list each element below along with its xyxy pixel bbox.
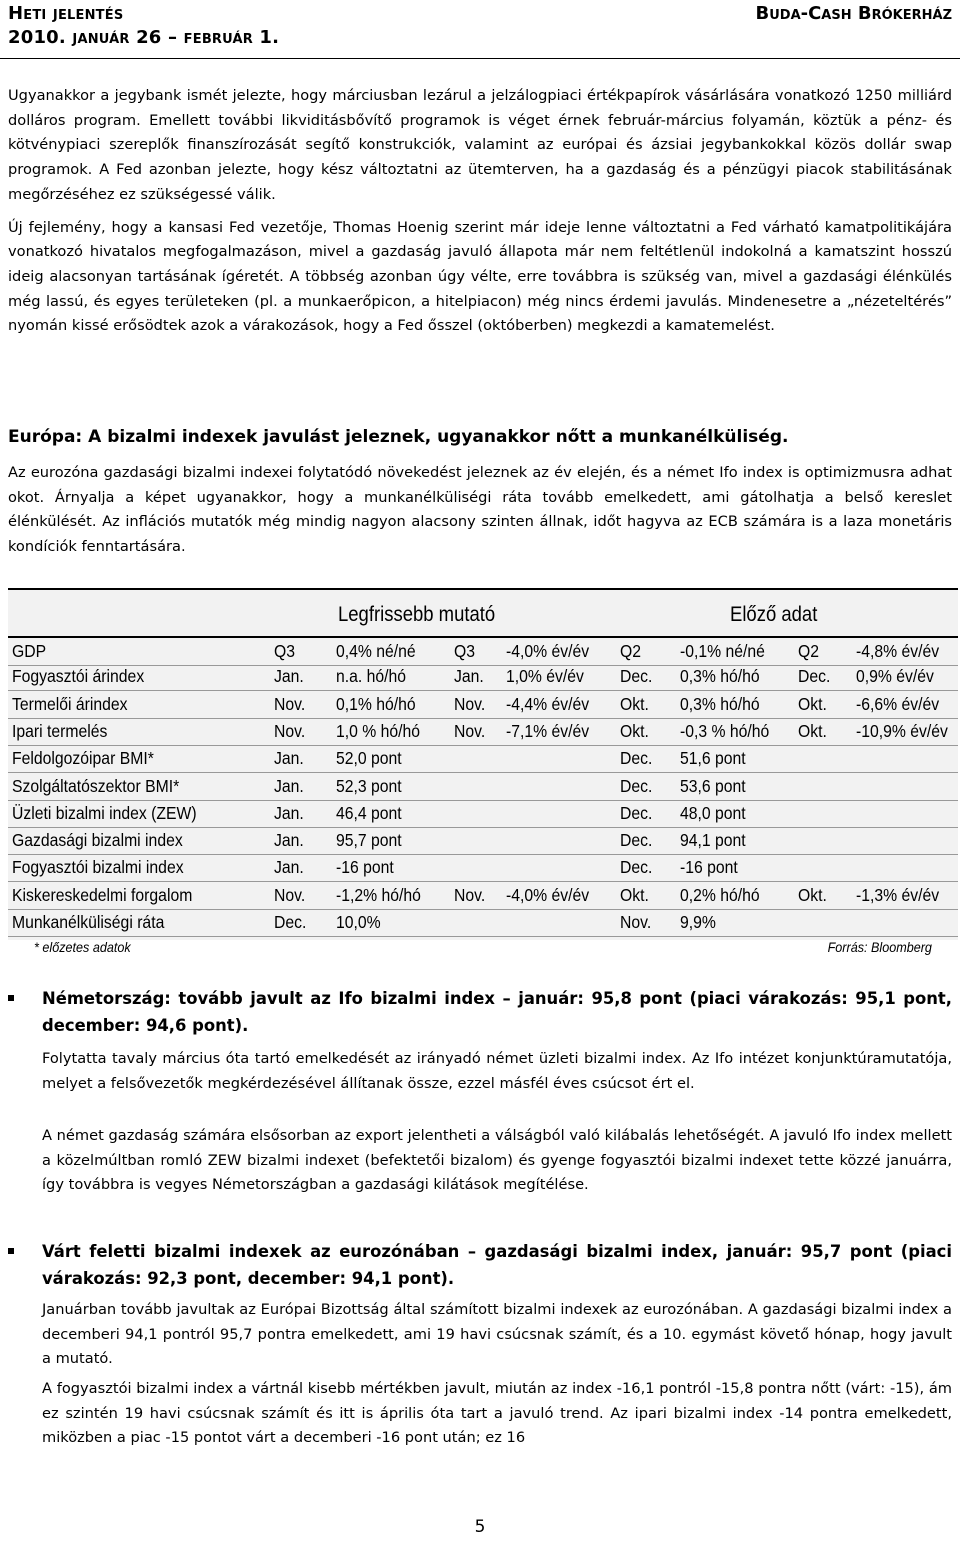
table-cell: Okt.	[798, 720, 827, 741]
indicator-label: Szolgáltatószektor BMI*	[12, 775, 180, 796]
table-cell: Jan.	[274, 748, 304, 769]
table-cell: Dec.	[620, 775, 653, 796]
table-row	[8, 800, 958, 828]
indicator-label: Fogyasztói árindex	[12, 666, 145, 687]
bullet-heading: Várt feletti bizalmi indexek az eurozónában – gazdasági bizalmi index, január: 95,7 pont (piaci várakozás: 92,3 pont, december: 94,1 pont).	[42, 1242, 952, 1288]
table-cell: Jan.	[274, 802, 304, 823]
table-notes	[8, 937, 952, 957]
table-cell: 0,2% hó/hó	[680, 884, 760, 905]
table-row	[8, 718, 958, 746]
paragraph-text: A fogyasztói bizalmi index a vártnál kisebb mértékben javult, miután az index -16,1 pontról -15,8 pontra nőtt (várt: -15), ám ez szintén 19 havi csúcsnak számít és itt is április óta tart a javuló trend. Az ipari bizalmi index -14 pontra emelkedett, miközben a piac -15 pontot várt a decemberi -16 pont után; ez 16	[42, 1380, 952, 1447]
table-cell: 0,3% hó/hó	[680, 666, 760, 687]
table-cell: Jan.	[274, 775, 304, 796]
report-date-range: 2010. január 26 – február 1.	[8, 27, 280, 48]
table-cell: Q2	[798, 641, 820, 661]
table-cell: 46,4 pont	[336, 802, 402, 823]
table-cell: Dec.	[620, 748, 653, 769]
table-cell: Jan.	[274, 857, 304, 878]
table-cell: Okt.	[620, 693, 649, 714]
section-heading: Európa: A bizalmi indexek javulást jeleznek, ugyanakkor nőtt a munkanélküliség.	[8, 427, 789, 447]
table-cell: Okt.	[798, 884, 827, 905]
table-cell: Q3	[274, 641, 296, 661]
table-row	[8, 663, 958, 691]
table-cell: 52,0 pont	[336, 748, 402, 769]
indicator-label: Gazdasági bizalmi index	[12, 830, 183, 851]
indicator-label: Fogyasztói bizalmi index	[12, 857, 184, 878]
table-cell: Nov.	[454, 720, 486, 741]
table-row	[8, 882, 958, 910]
bullet-marker	[8, 1248, 14, 1254]
table-cell: 1,0 % hó/hó	[336, 720, 421, 741]
table-cell: Nov.	[274, 884, 306, 905]
footnote: * előzetes adatok	[34, 939, 131, 955]
table-row	[8, 827, 958, 855]
table-cell: -4,0% év/év	[506, 884, 590, 905]
table-row	[8, 691, 958, 719]
table-cell: -4,4% év/év	[506, 693, 590, 714]
indicator-label: Feldolgozóipar BMI*	[12, 748, 154, 769]
table-cell: -0,3 % hó/hó	[680, 720, 770, 741]
table-cell: Q3	[454, 641, 476, 661]
paragraph	[42, 1124, 952, 1198]
table-cell: Dec.	[620, 857, 653, 878]
table-cell: Nov.	[454, 693, 486, 714]
paragraph	[42, 1377, 952, 1451]
paragraph-text: A német gazdaság számára elsősorban az export jelentheti a válságból való kilábalás lehetőségét. A javuló Ifo index mellett a közelmúltban romló ZEW bizalmi indexet (befektetői bizalom) és gyenge fogyasztói bizalmi indexet tette közzé januárra, így továbbra is vegyes Németországban a gazdasági kilátások megítélése.	[42, 1127, 952, 1194]
table-cell: -0,1% né/né	[680, 641, 765, 661]
table-cell: -16 pont	[680, 857, 738, 878]
bullet-marker	[8, 995, 14, 1001]
paragraph-text: Januárban tovább javultak az Európai Bizottság által számított bizalmi indexek az eurozónában. A gazdasági bizalmi index a decemberi 94,1 pontról 95,7 pontra emelkedett, ami 19 havi csúcsnak számít, és a 10. egymást követő hónap, hogy javult a mutató.	[42, 1301, 952, 1368]
table-cell: Nov.	[274, 693, 306, 714]
indicator-label: Munkanélküliségi ráta	[12, 912, 165, 932]
table-cell: 53,6 pont	[680, 775, 746, 796]
indicator-label: Termelői árindex	[12, 693, 128, 714]
table-cell: Jan.	[274, 830, 304, 851]
table-cell: -6,6% év/év	[856, 693, 940, 714]
table-cell: 10,0%	[336, 912, 381, 932]
table-cell: -7,1% év/év	[506, 720, 590, 741]
report-title: Heti jelentés	[8, 3, 124, 24]
intro-text	[8, 84, 952, 339]
source-note: Forrás: Bloomberg	[827, 939, 932, 955]
table-cell: 94,1 pont	[680, 830, 746, 851]
table-cell: 52,3 pont	[336, 775, 402, 796]
table-cell: Dec.	[274, 912, 307, 932]
table-cell: -1,3% év/év	[856, 884, 940, 905]
table-cell: Nov.	[454, 884, 486, 905]
paragraph	[42, 1047, 952, 1096]
table-cell: Jan.	[454, 666, 484, 687]
table-cell: 1,0% év/év	[506, 666, 584, 687]
table-cell: 0,4% né/né	[336, 641, 416, 661]
table-cell: n.a. hó/hó	[336, 666, 407, 687]
indicator-label: Ipari termelés	[12, 720, 108, 741]
table-cell: Okt.	[798, 693, 827, 714]
table-cell: 0,9% év/év	[856, 666, 934, 687]
indicator-label: GDP	[12, 641, 47, 661]
paragraph	[42, 1298, 952, 1372]
table-cell: Dec.	[620, 802, 653, 823]
section-text	[8, 461, 952, 560]
paragraph: Ugyanakkor a jegybank ismét jelezte, hogy márciusban lezárul a jelzálogpiaci értékpapírok vásárlására vonatkozó 1250 milliárd dolláros program. Emellett további likviditásbővítő programok is véget érnek február-március folyamán, köztük a pénz- és kötvénypiaci szereplők finanszírozását segítő konstrukciók, valamint az európai és ázsiai jegybankokkal közös dollár swap programok. A Fed azonban jelezte, hogy kész változtatni az ütemterven, ha a gazdaság és a pénzügyi piacok stabilitásának megőrzéséhez ez szükségessé válik.	[8, 87, 952, 203]
table-row	[8, 636, 958, 666]
table-row	[8, 773, 958, 801]
page-number: 5	[474, 1517, 486, 1537]
table-header-previous: Előző adat	[730, 603, 818, 626]
table-row	[8, 909, 958, 937]
indicator-label: Kiskereskedelmi forgalom	[12, 884, 193, 905]
header-divider	[0, 58, 960, 59]
table-cell: Dec.	[620, 830, 653, 851]
bullet-heading: Németország: tovább javult az Ifo bizalmi index – január: 95,8 pont (piaci várakozás: 95,1 pont, december: 94,6 pont).	[42, 989, 952, 1035]
paragraph: Új fejlemény, hogy a kansasi Fed vezetője, Thomas Hoenig szerint már ideje lenne változtatni a Fed várható kamatpolitikájára vonatkozó hivatalos megfogalmazáson, mivel a gazdaság javuló állapota már nem feltétlenül indokolná a kamatszint hosszú ideig alacsonyan tartásának ígéretét. A többség azonban úgy vélte, erre továbbra is szükség van, mivel a gazdasági élénkülés még lassú, és egyes területeken (pl. a munkaerőpicon, a hitelpiacon) még nincs érdemi javulás. Mindenesetre a „nézeteltérés” nyomán kissé erősödtek azok a várakozások, hogy a Fed ősszel (októberben) megkezdi a kamatemelést.	[8, 218, 952, 335]
table-cell: -10,9% év/év	[856, 720, 948, 741]
table-cell: Nov.	[620, 912, 652, 932]
table-cell: Q2	[620, 641, 642, 661]
table-cell: -4,0% év/év	[506, 641, 590, 661]
indicator-label: Üzleti bizalmi index (ZEW)	[12, 802, 197, 823]
table-row	[8, 745, 958, 773]
table-header-latest: Legfrissebb mutató	[338, 603, 496, 626]
table-cell: -1,2% hó/hó	[336, 884, 421, 905]
indicator-table	[8, 588, 958, 940]
table-cell: Okt.	[620, 884, 649, 905]
paragraph: Az eurozóna gazdasági bizalmi indexei folytatódó növekedést jeleznek az év elején, és a német Ifo index is optimizmusra adhat okot. Árnyalja a képet ugyanakkor, hogy a munkanélküliségi ráta tovább emelkedett, ami gátolhatja a belső kereslet élénkülését. Az inflációs mutatók még mindig nagyon alacsony szinten állnak, időt hagyva az ECB számára is a laza monetáris kondíciók fenntartására.	[8, 464, 952, 556]
table-cell: Okt.	[620, 720, 649, 741]
table-cell: 48,0 pont	[680, 802, 746, 823]
table-row	[8, 854, 958, 882]
table-cell: Nov.	[274, 720, 306, 741]
table-cell: 9,9%	[680, 912, 716, 932]
table-cell: 0,1% hó/hó	[336, 693, 416, 714]
table-cell: -4,8% év/év	[856, 641, 940, 661]
report-header	[8, 2, 279, 50]
table-cell: 51,6 pont	[680, 748, 746, 769]
paragraph-text: Folytatta tavaly március óta tartó emelkedését az irányadó német üzleti bizalmi index. Az Ifo intézet konjunktúramutatója, melyet a felsővezetők megkérdezésével állítanak össze, ezzel másfél éves csúcsot ért el.	[42, 1050, 952, 1092]
table-cell: -16 pont	[336, 857, 394, 878]
table-cell: Dec.	[798, 666, 831, 687]
table-cell: 0,3% hó/hó	[680, 693, 760, 714]
table-cell: Jan.	[274, 666, 304, 687]
company-name: Buda-Cash Brókerház	[755, 3, 952, 24]
table-cell: 95,7 pont	[336, 830, 402, 851]
table-cell: Dec.	[620, 666, 653, 687]
